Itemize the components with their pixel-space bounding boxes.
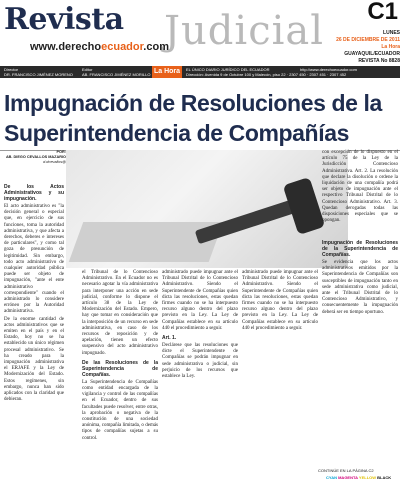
byline-label: POR:: [56, 150, 66, 154]
info-bar: [0, 66, 400, 78]
col1-heading: De los Actos Administrativos y su impugnación.: [4, 184, 64, 202]
sidebox-paragraph: Se evidencia que los actos administrativos emitidos por la Superintendencia de Compañías son susceptibles de impugnación tanto en sede administrativa como judicial, ante el Tribunal Distrital de lo Contencioso Administrativo, y consecuentemente la impugnación deberá ser en tiempo oportuno.: [322, 260, 398, 315]
col1-paragraph: El acto administrativo es "la decisión general o especial que, en ejercicio de sus funciones, toma la autoridad administrativa, y que afecta a derechos, deberes e intereses de particulares", y como tal goza de presunción de legitimidad. Sin embargo, todo acto administrativo de cualquier autoridad pública puede ser objeto de impugnación, "ante el ente administrativo correspondiente" cuando el administrado lo considere erróneo por la Autoridad administrativa.: [4, 204, 64, 315]
byline: [4, 150, 66, 165]
footer: [0, 468, 400, 480]
newspaper-logo[interactable]: [0, 0, 340, 66]
article-column-2: [82, 270, 158, 443]
editor-name: AB. FRANCISCO JIMÉNEZ MORILLO: [82, 72, 151, 77]
article-column-3: [162, 270, 238, 381]
col2-paragraph-2: La Superintendencia de Compañías como entidad encargada de la vigilancia y control de las compañías en el Ecuador, dentro de sus facultades puede resolver, entre otras, la aprobación o negativa de la constitución de una sociedad anónima, compañía limitada, o demás tipos de compañías sujetas a su control.: [82, 379, 158, 441]
byline-email: d.dcevallos@: [43, 160, 66, 164]
director-label: Director: [4, 67, 19, 72]
col3-paragraph-2: Declárese que las resoluciones que dicte el Superintendente de Compañías se podrán impugnar en sede administrativa o judicial, sin perjuicio de los recursos que establece la Ley.: [162, 343, 238, 380]
cmyk-strip: CYAN MAGENTA YELLOW BLACK: [326, 475, 392, 480]
col4-paragraph: administrado puede impugnar ante el Tribunal Distrital de lo Contencioso Administrativo. Siendo el Superintendente de Compañías quien dicta las resoluciones, estas quedan firmes cuando no se ha interpuesto recurso alguno dentro del plazo previsto en la Ley. La Ley de Compañías establece en su artículo 440 el procedimiento a seguir.: [242, 270, 318, 331]
sidebox-heading: Impugnación de Resoluciones de la Superintendencia de Compañías.: [322, 240, 398, 258]
address-line: Dirección: Avenida 9 de Octubre 100 y Malecón, piso 22 · 2307 450 · 2307 451 · 2307 452: [186, 72, 347, 77]
contents-tagline: EL ÚNICO DIARIO JURÍDICO DEL ECUADOR: [186, 67, 270, 72]
byline-name: AB. DIEGO CEVALLOS MAZARIO: [5, 155, 66, 159]
article-column-5: [322, 150, 398, 225]
sidebox: [322, 237, 398, 317]
issue-number: REVISTA No 8828: [358, 58, 400, 64]
logo-title-revista: Revista: [4, 2, 124, 37]
section-code: C1: [367, 0, 398, 25]
gavel-photo: [66, 150, 348, 268]
article-column-1: [4, 181, 64, 405]
director-name: DR. FRANCISCO JIMÉNEZ MORENO: [4, 72, 73, 77]
col2-paragraph: el Tribunal de lo Contencioso Administrativo. En el Ecuador no es necesario agotar la vía administrativa para interponer una acción en sede judicial, conforme lo dispone el artículo 38 de la Ley de Modernización del Estado. Empero, hay que tomar en consideración que la interposición de un recurso en sede administrativa, en caso de los recursos de reposición y de apelación, tienen un efecto suspensivo del acto administrativo impugnado.: [82, 270, 158, 356]
col2-heading: De las Resoluciones de la Superintendencia de Compañías.: [82, 359, 158, 378]
logo-title-judicial: Judicial: [164, 8, 325, 54]
website-link[interactable]: http://www.derechoecuador.com: [300, 67, 357, 72]
issue-weekday: LUNES: [383, 30, 400, 36]
issue-info: [330, 30, 400, 65]
col3-heading: Art. 1.: [162, 335, 177, 342]
issue-date: 26 DE DICIEMBRE DE 2011: [336, 37, 400, 43]
la-hora-badge: La Hora: [152, 66, 182, 78]
article-column-4: [242, 270, 318, 333]
article-headline: Impugnación de Resoluciones de la Superintendencia de Compañías: [4, 90, 382, 146]
gavel-head: [283, 177, 326, 235]
col5-paragraph: con excepción de lo dispuesto en el artículo 75 de la Ley de la Jurisdicción Contencioso Administrativa. Art. 2. La resolución que declare la disolución o ordene la liquidación de una compañía podrá ser objeto de impugnación ante el respectivo Tribunal Distrital de lo Contencioso Administrativo. Art. 3. Quedan derogadas todas las disposiciones especiales que se opongan.: [322, 150, 398, 224]
logo-url[interactable]: www.derechoecuador.com: [30, 41, 169, 53]
editor-label: Editor: [82, 67, 93, 72]
continue-note: CONTINÚE EN LA PÁGINA C2: [318, 468, 374, 473]
col3-paragraph: administrado puede impugnar ante el Tribunal Distrital de lo Contencioso Administrativo. Siendo el Superintendente de Compañías quien dicta las resoluciones, estas quedan firmes cuando no se ha interpuesto recurso alguno dentro del plazo previsto en la Ley. La Ley de Compañías establece en su artículo 440 el procedimiento a seguir.: [162, 270, 238, 331]
col1-paragraph-2: De la enorme cantidad de actos administrativos que se emiten en el país y en el Estado, hoy no se ha establecido un único régimen procesal administrativo. Se ha creado para la impugnación administrativa el ERJAFE y la Ley de Modernización del Estado. Estos regímenes, sin embargo, nunca han sido aplicados con la claridad que debieran.: [4, 316, 64, 403]
issue-city: La Hora GUAYAQUIL/ECUADOR: [344, 44, 400, 57]
masthead: [0, 0, 400, 92]
